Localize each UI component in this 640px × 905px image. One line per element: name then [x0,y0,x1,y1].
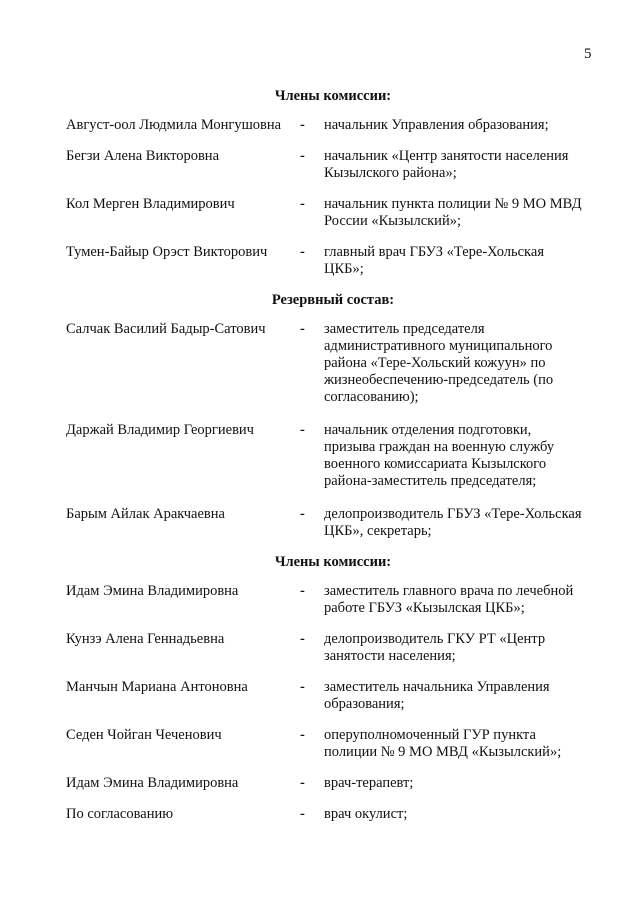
member-name: Кунзэ Алена Геннадьевна [66,631,225,647]
member-role: начальник «Центр занятости населения Кызылского района»; [324,148,569,181]
member-row [66,806,586,823]
member-role: врач окулист; [324,806,408,822]
dash-separator: - [300,244,305,260]
member-row [66,631,586,665]
section-heading: Члены комиссии: [274,554,392,570]
member-name: Бегзи Алена Викторовна [66,148,220,164]
member-row [66,422,586,490]
member-role: врач-терапевт; [324,775,414,791]
member-name: Седен Чойган Чеченович [66,727,222,743]
section-heading: Члены комиссии: [274,88,392,104]
dash-separator: - [300,506,305,522]
member-name: Тумен-Байыр Орэст Викторович [66,244,268,260]
member-name: Идам Эмина Владимировна [66,775,239,791]
member-name: По согласованию [66,806,174,822]
member-row [66,727,586,761]
member-row [66,775,586,792]
document-body [66,88,586,823]
dash-separator: - [300,631,305,647]
member-row [66,196,586,230]
section-reserve [66,292,586,540]
dash-separator: - [300,148,305,164]
member-role: начальник Управления образования; [324,117,549,133]
dash-separator: - [300,583,305,599]
member-role: делопроизводитель ГБУЗ «Тере-Хольская ЦКБ», секретарь; [324,506,582,539]
dash-separator: - [300,775,305,791]
member-role: главный врач ГБУЗ «Тере-Хольская ЦКБ»; [324,244,544,277]
member-role: заместитель главного врача по лечебной работе ГБУЗ «Кызылская ЦКБ»; [324,583,574,616]
dash-separator: - [300,117,305,133]
member-name: Даржай Владимир Георгиевич [66,422,254,438]
member-row [66,321,586,406]
dash-separator: - [300,806,305,822]
member-name: Салчак Василий Бадыр-Сатович [66,321,266,337]
section-heading: Резервный состав: [271,292,395,308]
member-role: начальник пункта полиции № 9 МО МВД России «Кызылский»; [324,196,582,229]
dash-separator: - [300,679,305,695]
section-members-1 [66,88,586,278]
dash-separator: - [300,422,305,438]
member-role: делопроизводитель ГКУ РТ «Центр занятости населения; [324,631,546,664]
member-row [66,506,586,540]
member-role: оперуполномоченный ГУР пункта полиции № 9 МО МВД «Кызылский»; [324,727,562,760]
member-row [66,244,586,278]
member-name: Барым Айлак Аракчаевна [66,506,225,522]
dash-separator: - [300,321,305,337]
dash-separator: - [300,196,305,212]
member-row [66,679,586,713]
member-role: начальник отделения подготовки, призыва граждан на военную службу военного комиссариата Кызылского района-заместитель председателя; [324,422,555,489]
page-number: 5 [584,46,592,62]
member-name: Кол Мерген Владимирович [66,196,235,212]
member-name: Идам Эмина Владимировна [66,583,239,599]
member-row [66,583,586,617]
member-row [66,117,586,134]
section-members-2 [66,554,586,823]
member-row [66,148,586,182]
dash-separator: - [300,727,305,743]
member-name: Манчын Мариана Антоновна [66,679,248,695]
member-name: Август-оол Людмила Монгушовна [66,117,282,133]
member-role: заместитель председателя административного муниципального района «Тере-Хольский кожуун» по жизнеобеспечению-председатель (по согласованию); [324,321,554,405]
member-role: заместитель начальника Управления образования; [324,679,550,712]
